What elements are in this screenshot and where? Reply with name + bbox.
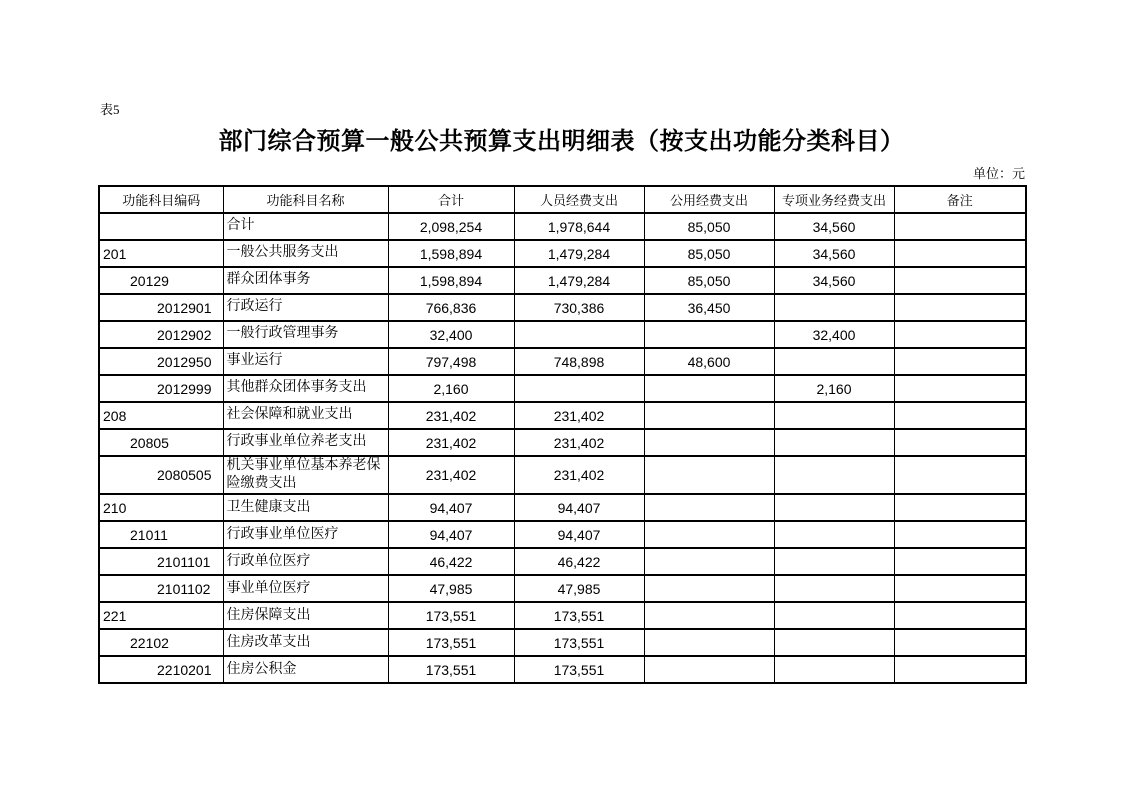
col-header-public: 公用经费支出: [644, 186, 774, 213]
table-header-row: [99, 186, 1026, 213]
special-cell: [774, 456, 894, 494]
name-cell: 住房改革支出: [223, 629, 388, 656]
total-cell: 1,598,894: [388, 240, 514, 267]
col-header-special: 专项业务经费支出: [774, 186, 894, 213]
table-row: [99, 521, 1026, 548]
total-cell: 231,402: [388, 429, 514, 456]
total-cell: 173,551: [388, 629, 514, 656]
table-row: [99, 429, 1026, 456]
remark-cell: [894, 575, 1026, 602]
table-row: [99, 456, 1026, 494]
name-cell: 行政事业单位医疗: [223, 521, 388, 548]
special-cell: [774, 629, 894, 656]
budget-table-body: [99, 213, 1026, 683]
public-cell: 85,050: [644, 267, 774, 294]
remark-cell: [894, 429, 1026, 456]
special-cell: [774, 656, 894, 683]
table-row: [99, 494, 1026, 521]
remark-cell: [894, 456, 1026, 494]
sheet-label: 表5: [100, 102, 120, 117]
table-row: [99, 348, 1026, 375]
personnel-cell: 173,551: [514, 656, 644, 683]
table-row: [99, 321, 1026, 348]
personnel-cell: 748,898: [514, 348, 644, 375]
public-cell: [644, 602, 774, 629]
code-cell: 21011: [99, 521, 223, 548]
remark-cell: [894, 375, 1026, 402]
name-cell: 事业单位医疗: [223, 575, 388, 602]
table-row: [99, 213, 1026, 240]
remark-cell: [894, 494, 1026, 521]
name-cell: 一般行政管理事务: [223, 321, 388, 348]
code-cell: 22102: [99, 629, 223, 656]
public-cell: [644, 548, 774, 575]
personnel-cell: 231,402: [514, 402, 644, 429]
remark-cell: [894, 402, 1026, 429]
table-row: [99, 294, 1026, 321]
special-cell: [774, 494, 894, 521]
total-cell: 173,551: [388, 602, 514, 629]
total-cell: 94,407: [388, 521, 514, 548]
special-cell: 34,560: [774, 267, 894, 294]
unit-note: 单位：元: [972, 166, 1025, 181]
code-cell: 2210201: [99, 656, 223, 683]
page-title: 部门综合预算一般公共预算支出明细表（按支出功能分类科目）: [218, 128, 905, 155]
personnel-cell: 1,479,284: [514, 267, 644, 294]
name-cell: 群众团体事务: [223, 267, 388, 294]
code-cell: 221: [99, 602, 223, 629]
personnel-cell: 94,407: [514, 494, 644, 521]
personnel-cell: 231,402: [514, 456, 644, 494]
public-cell: [644, 521, 774, 548]
name-cell: 一般公共服务支出: [223, 240, 388, 267]
total-cell: 46,422: [388, 548, 514, 575]
table-row: [99, 656, 1026, 683]
public-cell: [644, 375, 774, 402]
name-cell: 社会保障和就业支出: [223, 402, 388, 429]
personnel-cell: 1,479,284: [514, 240, 644, 267]
personnel-cell: 47,985: [514, 575, 644, 602]
code-cell: 210: [99, 494, 223, 521]
table-row: [99, 240, 1026, 267]
name-cell: 机关事业单位基本养老保险缴费支出: [223, 456, 388, 494]
special-cell: [774, 429, 894, 456]
name-cell: 行政事业单位养老支出: [223, 429, 388, 456]
code-cell: 2012999: [99, 375, 223, 402]
special-cell: 32,400: [774, 321, 894, 348]
col-header-total: 合计: [388, 186, 514, 213]
table-row: [99, 375, 1026, 402]
public-cell: 85,050: [644, 213, 774, 240]
public-cell: 36,450: [644, 294, 774, 321]
remark-cell: [894, 294, 1026, 321]
code-cell: 20129: [99, 267, 223, 294]
table-row: [99, 602, 1026, 629]
special-cell: [774, 602, 894, 629]
code-cell: 20805: [99, 429, 223, 456]
total-cell: 94,407: [388, 494, 514, 521]
remark-cell: [894, 602, 1026, 629]
col-header-personnel: 人员经费支出: [514, 186, 644, 213]
public-cell: [644, 575, 774, 602]
public-cell: 48,600: [644, 348, 774, 375]
special-cell: [774, 294, 894, 321]
special-cell: 34,560: [774, 240, 894, 267]
personnel-cell: [514, 321, 644, 348]
code-cell: 2012901: [99, 294, 223, 321]
name-cell: 住房保障支出: [223, 602, 388, 629]
table-row: [99, 267, 1026, 294]
name-cell: 合计: [223, 213, 388, 240]
total-cell: 766,836: [388, 294, 514, 321]
total-cell: 1,598,894: [388, 267, 514, 294]
code-cell: 201: [99, 240, 223, 267]
name-cell: 行政单位医疗: [223, 548, 388, 575]
col-header-remark: 备注: [894, 186, 1026, 213]
total-cell: 231,402: [388, 402, 514, 429]
total-cell: 2,160: [388, 375, 514, 402]
code-cell: [99, 213, 223, 240]
code-cell: 2012950: [99, 348, 223, 375]
remark-cell: [894, 348, 1026, 375]
personnel-cell: 231,402: [514, 429, 644, 456]
personnel-cell: 173,551: [514, 629, 644, 656]
personnel-cell: 173,551: [514, 602, 644, 629]
total-cell: 173,551: [388, 656, 514, 683]
total-cell: 32,400: [388, 321, 514, 348]
name-cell: 行政运行: [223, 294, 388, 321]
table-row: [99, 575, 1026, 602]
name-cell: 卫生健康支出: [223, 494, 388, 521]
remark-cell: [894, 321, 1026, 348]
code-cell: 208: [99, 402, 223, 429]
public-cell: [644, 321, 774, 348]
remark-cell: [894, 267, 1026, 294]
table-row: [99, 629, 1026, 656]
personnel-cell: 46,422: [514, 548, 644, 575]
code-cell: 2101101: [99, 548, 223, 575]
remark-cell: [894, 548, 1026, 575]
remark-cell: [894, 629, 1026, 656]
public-cell: [644, 494, 774, 521]
public-cell: [644, 402, 774, 429]
remark-cell: [894, 656, 1026, 683]
col-header-name: 功能科目名称: [223, 186, 388, 213]
special-cell: 34,560: [774, 213, 894, 240]
special-cell: [774, 521, 894, 548]
special-cell: [774, 548, 894, 575]
total-cell: 797,498: [388, 348, 514, 375]
public-cell: [644, 629, 774, 656]
personnel-cell: [514, 375, 644, 402]
special-cell: [774, 348, 894, 375]
remark-cell: [894, 240, 1026, 267]
total-cell: 231,402: [388, 456, 514, 494]
remark-cell: [894, 213, 1026, 240]
name-cell: 其他群众团体事务支出: [223, 375, 388, 402]
total-cell: 2,098,254: [388, 213, 514, 240]
special-cell: [774, 575, 894, 602]
personnel-cell: 730,386: [514, 294, 644, 321]
total-cell: 47,985: [388, 575, 514, 602]
public-cell: 85,050: [644, 240, 774, 267]
special-cell: 2,160: [774, 375, 894, 402]
code-cell: 2012902: [99, 321, 223, 348]
personnel-cell: 1,978,644: [514, 213, 644, 240]
personnel-cell: 94,407: [514, 521, 644, 548]
name-cell: 住房公积金: [223, 656, 388, 683]
public-cell: [644, 456, 774, 494]
table-row: [99, 402, 1026, 429]
public-cell: [644, 656, 774, 683]
table-row: [99, 548, 1026, 575]
budget-table: [98, 185, 1027, 684]
name-cell: 事业运行: [223, 348, 388, 375]
special-cell: [774, 402, 894, 429]
col-header-code: 功能科目编码: [99, 186, 223, 213]
remark-cell: [894, 521, 1026, 548]
public-cell: [644, 429, 774, 456]
code-cell: 2101102: [99, 575, 223, 602]
code-cell: 2080505: [99, 456, 223, 494]
